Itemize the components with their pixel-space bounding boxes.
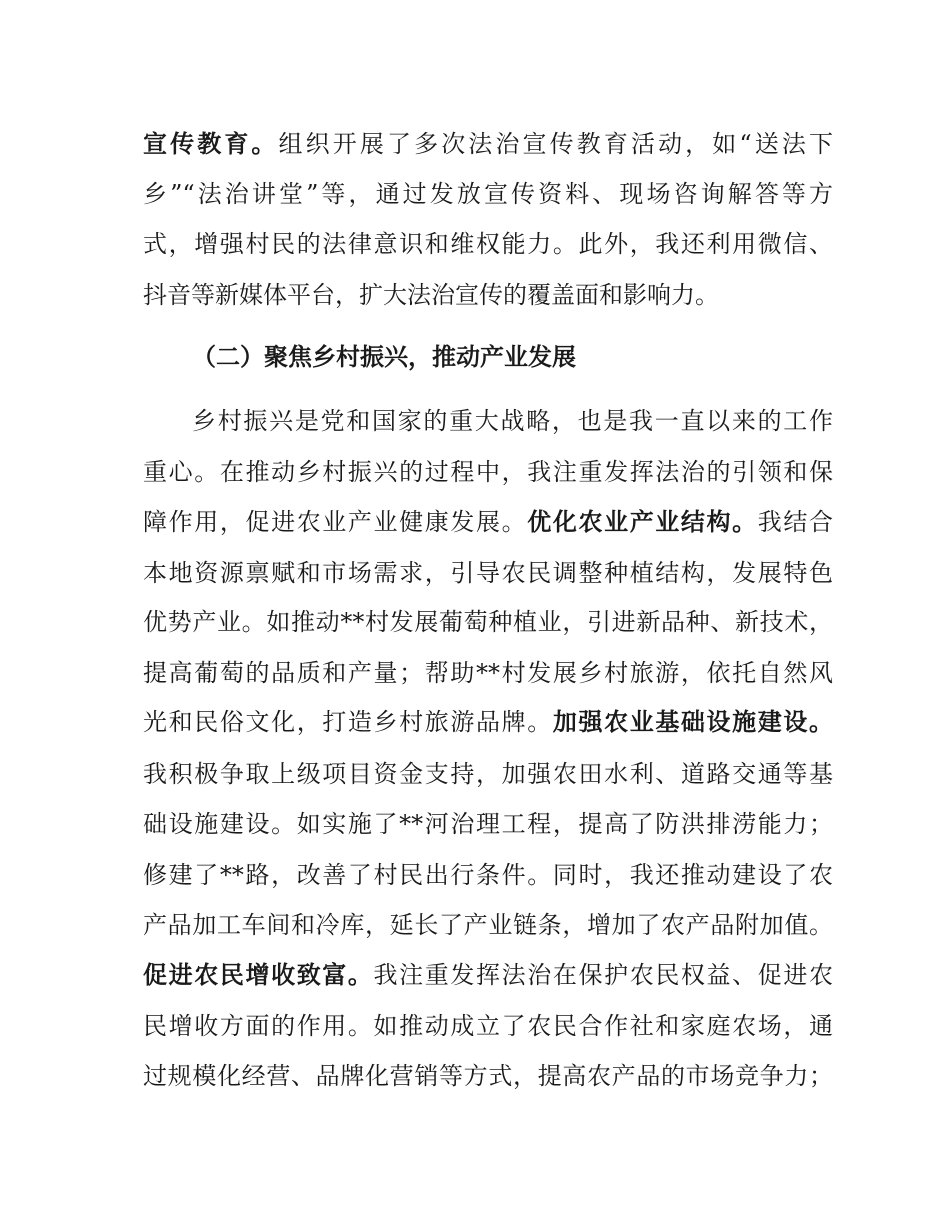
body-text: 光和民俗文化，打造乡村旅游品牌。: [143, 708, 553, 736]
paragraph-line: 础设施建设。如实施了**河治理工程，提高了防洪排涝能力；: [143, 810, 833, 838]
bold-key-phrase: 加强农业基础设施建设。: [552, 708, 834, 736]
paragraph-line: 过规模化经营、品牌化营销等方式，提高农产品的市场竞争力；: [143, 1062, 833, 1090]
paragraph-line: [143, 706, 833, 738]
paragraph-line: 民增收方面的作用。如推动成立了农民合作社和家庭农场，通: [143, 1012, 833, 1040]
paragraph-line: 产品加工车间和冷库，延长了产业链条，增加了农产品附加值。: [143, 911, 833, 939]
bold-key-phrase: 优化农业产业结构。: [527, 508, 758, 536]
paragraph-line: [143, 959, 833, 991]
paragraph-line: 乡”“法治讲堂”等，通过发放宣传资料、现场咨询解答等方: [143, 180, 833, 208]
paragraph-line: 本地资源禀赋和市场需求，引导农民调整种植结构，发展特色: [143, 559, 833, 587]
paragraph-line: 优势产业。如推动**村发展葡萄种植业，引进新品种、新技术，: [143, 608, 833, 636]
paragraph-line: 乡村振兴是党和国家的重大战略，也是我一直以来的工作: [192, 407, 833, 435]
paragraph-line: [143, 128, 833, 160]
bold-lead-phrase: 宣传教育。: [143, 130, 279, 158]
paragraph-line: 式，增强村民的法律意识和维权能力。此外，我还利用微信、: [143, 230, 833, 258]
paragraph-line: 提高葡萄的品质和产量；帮助**村发展乡村旅游，依托自然风: [143, 659, 833, 687]
body-text: 组织开展了多次法治宣传教育活动，如“送法下: [278, 130, 833, 158]
body-text: 我注重发挥法治在保护农民权益、促进农: [373, 961, 834, 989]
body-text: 障作用，促进农业产业健康发展。: [143, 508, 528, 536]
paragraph-line: 修建了**路，改善了村民出行条件。同时，我还推动建设了农: [143, 861, 833, 889]
bold-key-phrase: 促进农民增收致富。: [143, 961, 374, 989]
body-text: 我结合: [757, 508, 834, 536]
paragraph-line: 抖音等新媒体平台，扩大法治宣传的覆盖面和影响力。: [143, 281, 719, 309]
paragraph-line: 重心。在推动乡村振兴的过程中，我注重发挥法治的引领和保: [143, 458, 833, 486]
paragraph-line: 我积极争取上级项目资金支持，加强农田水利、道路交通等基: [143, 760, 833, 788]
section-heading: （二）聚焦乡村振兴，推动产业发展: [192, 343, 576, 371]
paragraph-line: [143, 506, 833, 538]
